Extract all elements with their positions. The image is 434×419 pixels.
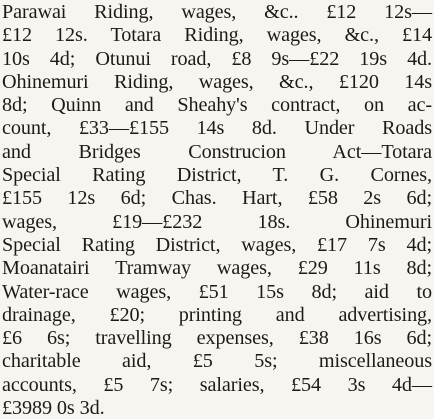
text-line: accounts, £5 7s; salaries, £54 3s 4d—: [2, 373, 432, 396]
text-line: wages, £19—£232 18s. Ohinemuri: [2, 210, 432, 233]
text-line: Special Rating District, wages, £17 7s 4d;: [2, 233, 432, 256]
article-text: [2, 1, 432, 419]
text-line: £6 6s; travelling expenses, £38 16s 6d;: [2, 327, 432, 350]
text-line: Water-race wages, £51 15s 8d; aid to: [2, 280, 432, 303]
text-line: £3989 0s 3d.: [2, 397, 105, 419]
text-line: Ohinemuri Riding, wages, &c., £120 14s: [2, 70, 432, 93]
text-line: count, £33—£155 14s 8d. Under Roads: [2, 117, 432, 140]
text-line: £12 12s. Totara Riding, wages, &c., £14: [2, 24, 432, 47]
text-line: 10s 4d; Otunui road, £8 9s—£22 19s 4d.: [2, 47, 432, 70]
text-line: Moanatairi Tramway wages, £29 11s 8d;: [2, 257, 432, 280]
text-line: and Bridges Construcion Act—Totara: [2, 140, 432, 163]
text-line: £155 12s 6d; Chas. Hart, £58 2s 6d;: [2, 187, 432, 210]
text-line: charitable aid, £5 5s; miscellaneous: [2, 350, 432, 373]
text-line: Special Rating District, T. G. Cornes,: [2, 164, 432, 187]
text-line: Parawai Riding, wages, &c.. £12 12s—: [2, 1, 432, 23]
text-line: drainage, £20; printing and advertising,: [2, 303, 432, 326]
text-line: 8d; Quinn and Sheahy's contract, on ac-: [2, 94, 432, 117]
